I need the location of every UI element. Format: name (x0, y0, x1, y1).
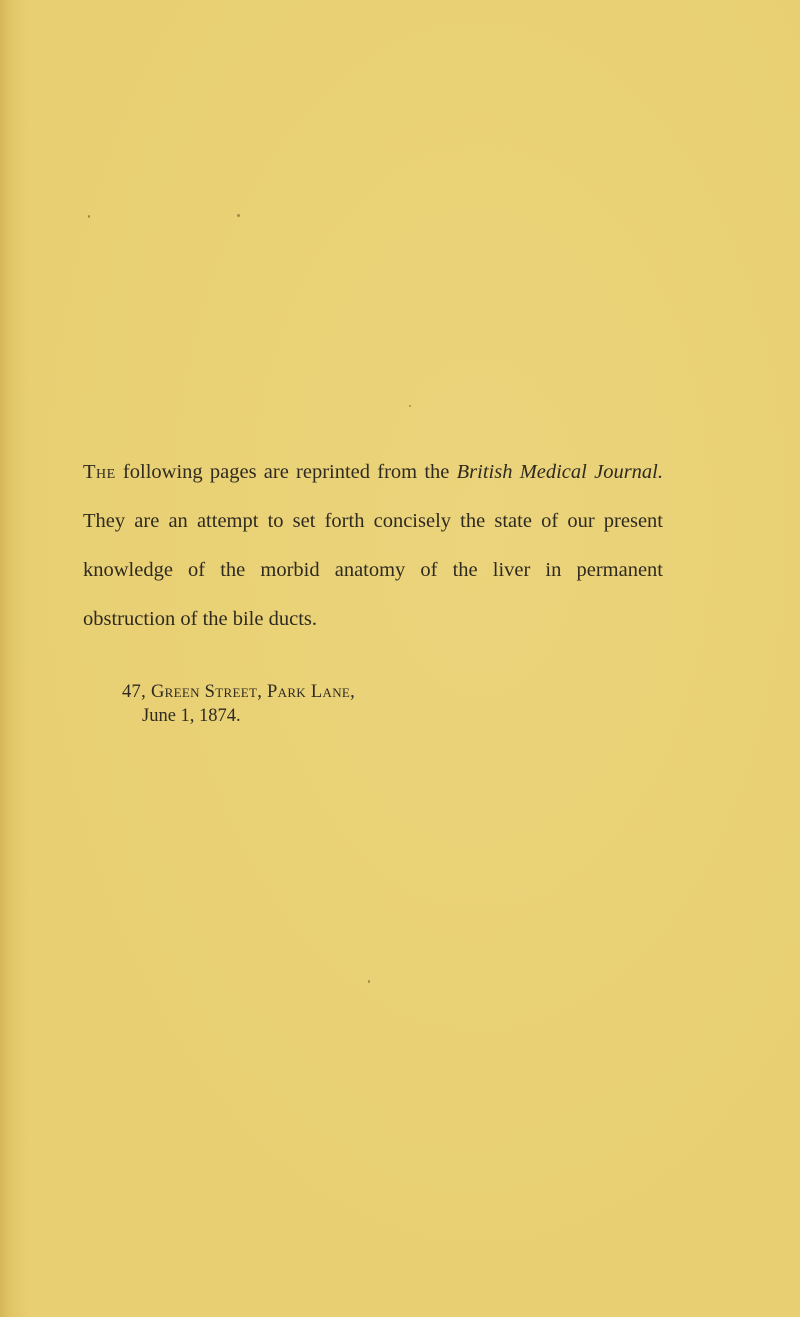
preface-text-part-1: following pages are reprinted from the (115, 461, 457, 483)
signature-address: 47, Green Street, Park Lane, (122, 682, 356, 702)
signature-block (122, 680, 355, 728)
paper-speck (237, 214, 240, 217)
preface-paragraph (83, 448, 663, 644)
paper-speck (368, 980, 370, 983)
preface-text-part-2: They are an attempt to set forth concisely the state of our present knowledge of the morbid anatomy of the liver in permanent obstruction of the bile ducts. (83, 510, 663, 630)
paper-speck (88, 215, 90, 218)
paper-speck (409, 405, 411, 407)
preface-lead-word: The (83, 461, 116, 483)
signature-date: June 1, 1874. (142, 706, 241, 726)
journal-title: British Medical Journal. (456, 461, 663, 483)
